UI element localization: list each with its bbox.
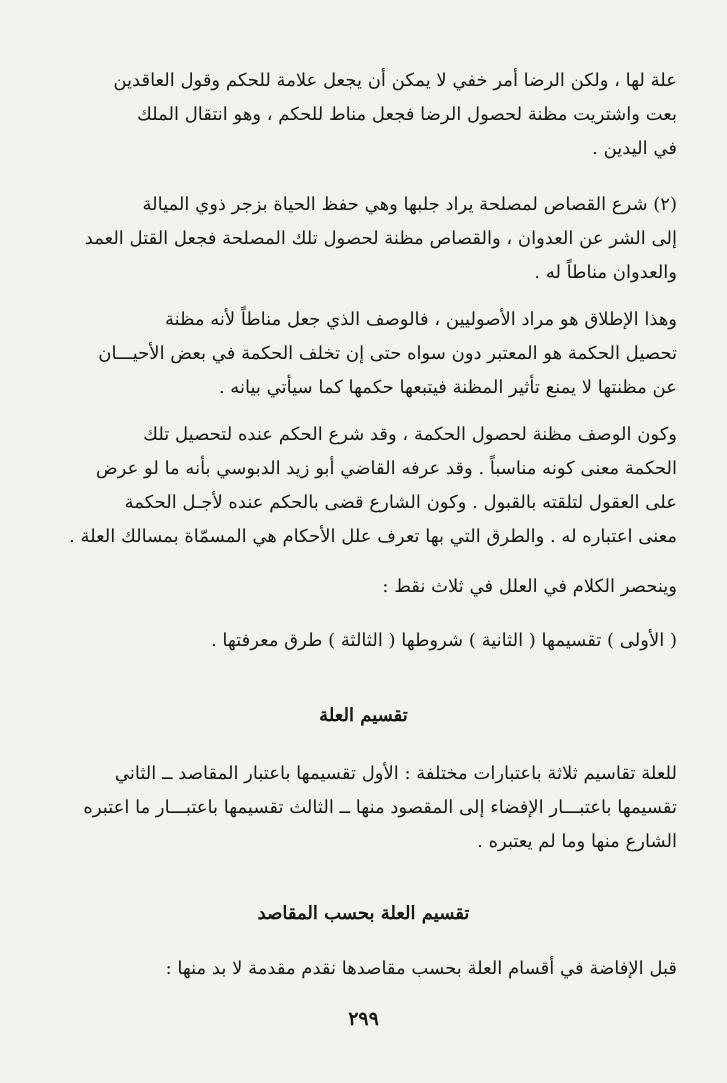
paragraph-retribution-example <box>50 188 677 290</box>
text-line: قبل الإفاضة في أقسام العلة بحسب مقاصدها نقدم مقدمة لا بد منها : <box>165 958 677 979</box>
text-line: معنى اعتباره له . والطرق التي بها تعرف علل الأحكام هي المسمّاة بمسالك العلة . <box>69 526 677 547</box>
text-line: الشارع منها وما لم يعتبره . <box>477 831 677 852</box>
text-line: الحكمة معنى كونه مناسباً . وقد عرفه القاضي أبو زيد الدبوسي بأنه ما لو عرض <box>95 458 677 479</box>
text-line: وهذا الإطلاق هو مراد الأصوليين ، فالوصف الذي جعل مناطاً لأنه مظنة <box>165 309 677 330</box>
text-line: في اليدين . <box>592 138 677 159</box>
paragraph-usuli-usage <box>50 303 677 405</box>
text-line: تحصيل الحكمة هو المعتبر دون سواه حتى إن تخلف الحكمة في بعض الأحيـــان <box>98 343 677 364</box>
text-line: علة لها ، ولكن الرضا أمر خفي لا يمكن أن يجعل علامة للحكم وقول العاقدين <box>113 70 677 91</box>
text-line: عن مظنتها لا يمنع تأثير المظنة فيتبعها حكمها كما سيأتي بيانه . <box>218 377 677 398</box>
text-line: على العقول لتلقته بالقبول . وكون الشارع قضى بالحكم عنده لأجـل الحكمة <box>124 492 677 513</box>
text-line: وينحصر الكلام في العلل في ثلاث نقط : <box>382 576 677 597</box>
text-line: ( الأولى ) تقسيمها ( الثانية ) شروطها ( الثالثة ) طرق معرفتها . <box>210 630 677 651</box>
paragraph-three-divisions <box>50 757 677 859</box>
paragraph-three-points-list <box>50 624 677 658</box>
section-heading-division-by-objectives: تقسيم العلة بحسب المقاصد <box>257 903 470 924</box>
text-line: (٢) شرع القصاص لمصلحة يراد جلبها وهي حفظ الحياة بزجر ذوي الميالة <box>142 194 677 215</box>
paragraph-three-points-intro <box>50 570 677 604</box>
text-line: للعلة تقاسيم ثلاثة باعتبارات مختلفة : الأول تقسيمها باعتبار المقاصد ــ الثاني <box>114 763 677 784</box>
text-line: والعدوان مناطاً له . <box>534 262 677 283</box>
paragraph-consent-as-cause <box>50 64 677 166</box>
page-number: ٢٩٩ <box>348 1008 379 1030</box>
paragraph-suitability-definition <box>50 418 677 554</box>
text-line: بعت واشتريت مظنة لحصول الرضا فجعل مناط للحكم ، وهو انتقال الملك <box>136 104 677 125</box>
text-line: وكون الوصف مظنة لحصول الحكمة ، وقد شرع الحكم عنده لتحصيل تلك <box>143 424 677 445</box>
text-line: تقسيمها باعتبـــار الإفضاء إلى المقصود منها ــ الثالث تقسيمها باعتبـــار ما اعتبره <box>83 797 677 818</box>
text-line: إلى الشر عن العدوان ، والقصاص مظنة لحصول تلك المصلحة فجعل القتل العمد <box>84 228 677 249</box>
paragraph-preface <box>50 952 677 986</box>
section-heading-division-of-cause: تقسيم العلة <box>319 705 408 726</box>
